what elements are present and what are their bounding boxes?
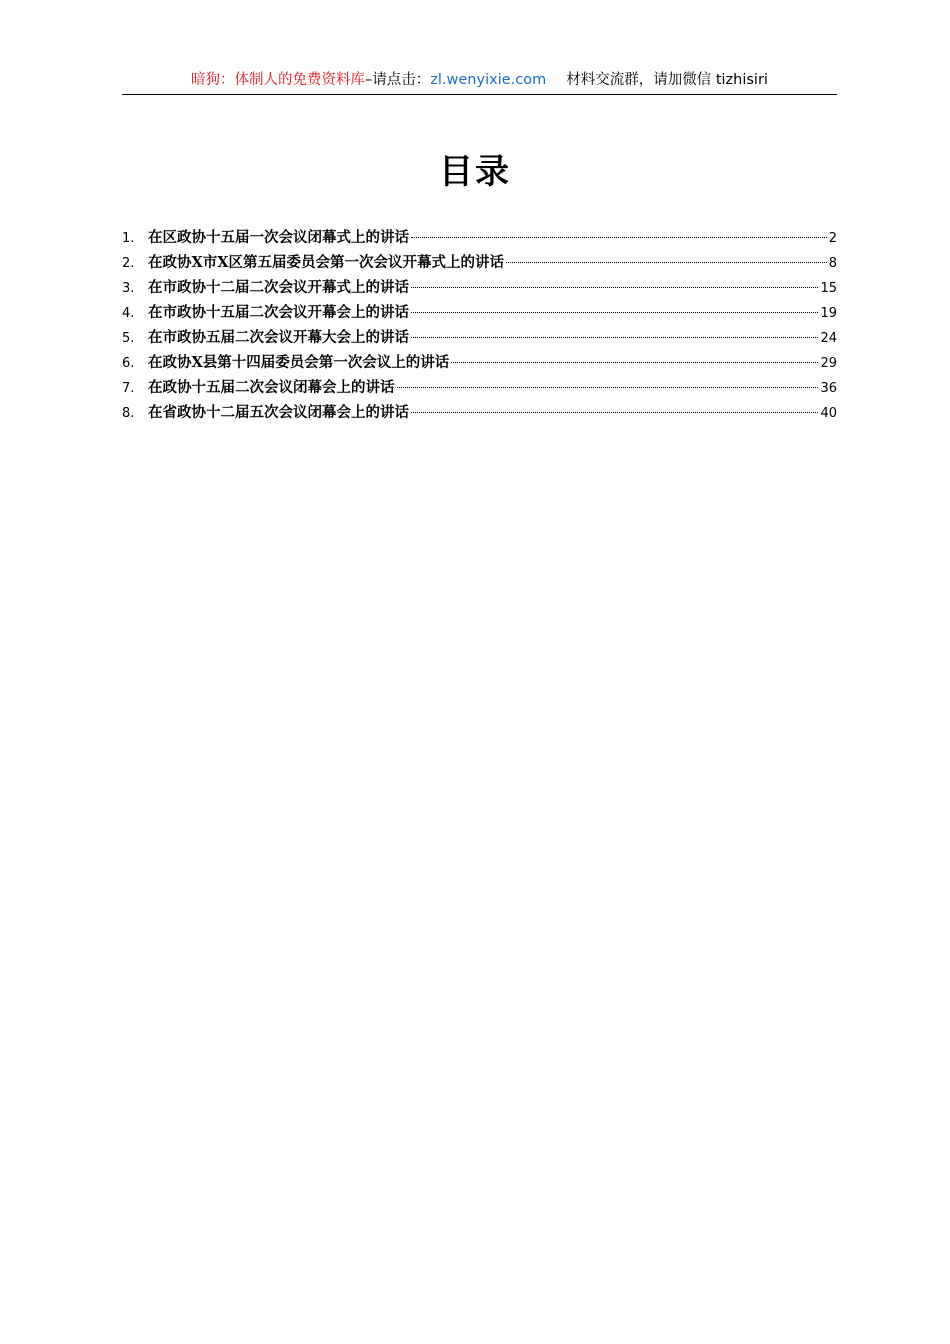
toc-dot-leader <box>411 287 818 288</box>
toc-entry[interactable] <box>122 228 837 253</box>
toc-entry-number: 5. <box>122 331 135 346</box>
toc-entry-title: 在市政协十二届二次会议开幕式上的讲话 <box>148 279 409 296</box>
table-of-contents <box>122 228 837 428</box>
toc-entry-number: 7. <box>122 381 135 396</box>
header-website-link[interactable]: zl.wenyixie.com <box>430 72 547 88</box>
toc-entry-number: 4. <box>122 306 135 321</box>
toc-dot-leader <box>506 262 827 263</box>
toc-entry-title: 在政协X县第十四届委员会第一次会议上的讲话 <box>148 354 450 371</box>
toc-entry-page: 8 <box>828 256 837 271</box>
toc-entry-number: 1. <box>122 231 135 246</box>
toc-entry-number: 2. <box>122 256 135 271</box>
toc-dot-leader <box>411 412 818 413</box>
toc-dot-leader <box>411 312 818 313</box>
toc-entry[interactable] <box>122 278 837 303</box>
toc-entry-title: 在政协X市X区第五届委员会第一次会议开幕式上的讲话 <box>148 254 504 271</box>
toc-entry-page: 19 <box>820 306 837 321</box>
toc-entry-page: 36 <box>820 381 837 396</box>
toc-entry[interactable] <box>122 303 837 328</box>
toc-entry-title: 在省政协十二届五次会议闭幕会上的讲话 <box>148 404 409 421</box>
toc-title: 目录 <box>439 152 511 192</box>
toc-dot-leader <box>397 387 819 388</box>
toc-entry-number: 8. <box>122 406 135 421</box>
toc-dot-leader <box>411 337 818 338</box>
header-brand-text: 暗狗：体制人的免费资料库 <box>191 72 366 88</box>
toc-entry-title: 在市政协五届二次会议开幕大会上的讲话 <box>148 329 409 346</box>
toc-entry-page: 2 <box>828 231 837 246</box>
toc-entry[interactable] <box>122 253 837 278</box>
header-wechat-note: 材料交流群，请加微信 tizhisiri <box>566 72 768 88</box>
toc-entry-number: 3. <box>122 281 135 296</box>
toc-dot-leader <box>411 237 827 238</box>
toc-entry-number: 6. <box>122 356 135 371</box>
toc-entry-title: 在区政协十五届一次会议闭幕式上的讲话 <box>148 229 409 246</box>
toc-entry-title: 在市政协十五届二次会议开幕会上的讲话 <box>148 304 409 321</box>
toc-entry[interactable] <box>122 378 837 403</box>
toc-entry-page: 24 <box>820 331 837 346</box>
toc-entry-page: 40 <box>820 406 837 421</box>
toc-entry-page: 15 <box>820 281 837 296</box>
toc-entry[interactable] <box>122 353 837 378</box>
toc-entry-title: 在政协十五届二次会议闭幕会上的讲话 <box>148 379 395 396</box>
toc-entry[interactable] <box>122 403 837 428</box>
toc-dot-leader <box>451 362 818 363</box>
toc-entry[interactable] <box>122 328 837 353</box>
header-prompt-text: –请点击： <box>365 72 431 88</box>
page-header <box>122 70 837 95</box>
toc-entry-page: 29 <box>820 356 837 371</box>
